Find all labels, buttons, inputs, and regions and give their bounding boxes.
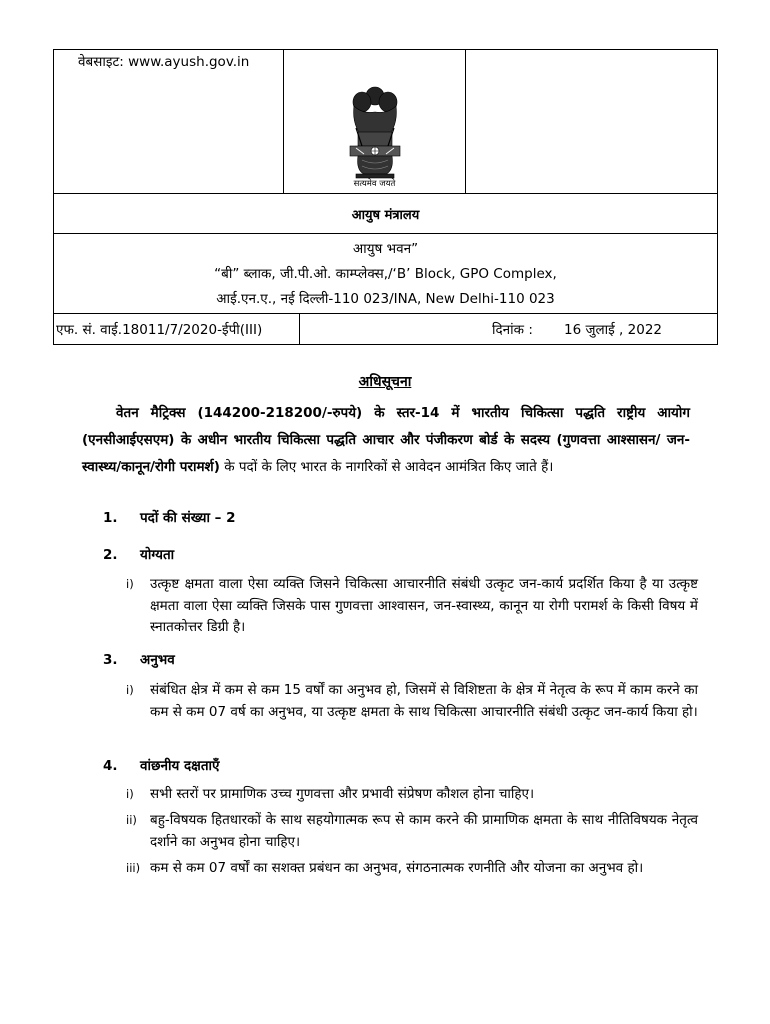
list-item bbox=[126, 858, 692, 902]
item-marker: iii) bbox=[126, 861, 141, 875]
ministry-row bbox=[54, 194, 717, 234]
letterhead-top-row bbox=[54, 50, 717, 194]
item-text: सभी स्तरों पर प्रामाणिक उच्च गुणवत्ता और प्रभावी संप्रेषण कौशल होना चाहिए। bbox=[150, 786, 535, 802]
notice-title: अधिसूचना bbox=[358, 374, 412, 390]
item-marker: i) bbox=[126, 683, 134, 697]
list-item bbox=[126, 810, 698, 854]
address-line-3: आई.एन.ए., नई दिल्ली-110 023/INA, New Delhi-110 023 bbox=[216, 291, 555, 307]
section-title: वांछनीय दक्षताएँ bbox=[140, 758, 220, 774]
item-text: कम से कम 07 वर्षों का सशक्त प्रबंधन का अनुभव, संगठनात्मक रणनीति और योजना का अनुभव हो। bbox=[150, 860, 644, 876]
address-line-1: आयुष भवन” bbox=[352, 241, 419, 257]
motto-text: सत्यमेव जयते bbox=[353, 179, 396, 189]
address-row bbox=[54, 234, 717, 314]
intro-rest-text: के पदों के लिए भारत के नागरिकों से आवेदन आमंत्रित किए जाते हैं। bbox=[219, 459, 554, 475]
section-heading bbox=[103, 545, 174, 563]
item-marker: i) bbox=[126, 577, 134, 591]
intro-bold-text: वेतन मैट्रिक्स (144200-218200/-रुपये) के स्तर-14 में भारतीय चिकित्सा पद्धति राष्ट्रीय आयोग (एनसीआईएसएम) के अधीन भारतीय चिकित्सा पद्धति आचार और पंजीकरण बोर्ड के सदस्य (गुणवत्ता आश्सासन/ जन-स्वास्थ्य/कानून/रोगी परामर्श) bbox=[82, 405, 690, 475]
section-heading bbox=[103, 756, 220, 774]
website-cell bbox=[54, 50, 284, 193]
item-text: उत्कृष्ट क्षमता वाला ऐसा व्यक्ति जिसने चिकित्सा आचारनीति संबंधी उत्कृट जन-कार्य प्रदर्शित किया है या उत्कृष्ट क्षमता वाला ऐसा व्यक्ति जिसके पास गुणवत्ता आश्वासन, जन-स्वास्थ्य, कानून या रोगी परामर्श के किसी विषय में स्नातकोत्तर डिग्री है। bbox=[150, 576, 698, 635]
blank-cell bbox=[466, 50, 717, 193]
list-item bbox=[126, 574, 698, 640]
reference-row bbox=[54, 314, 717, 344]
file-number: एफ. सं. वाई.18011/7/2020-ईपी(III) bbox=[54, 314, 300, 344]
section-title: अनुभव bbox=[140, 652, 175, 668]
intro-paragraph bbox=[82, 400, 690, 481]
item-text: बहु-विषयक हितधारकों के साथ सहयोगात्मक रूप से काम करने की प्रामाणिक क्षमता के साथ नीतिविषयक नेतृत्व दर्शाने का अनुभव होना चाहिए। bbox=[150, 812, 698, 850]
section-number: 1. bbox=[103, 510, 118, 526]
date-cell bbox=[300, 314, 717, 344]
item-text: संबंधित क्षेत्र में कम से कम 15 वर्षों का अनुभव हो, जिसमें से विशिष्टता के क्षेत्र में नेतृत्व के रूप में काम करने का कम से कम 07 वर्ष का अनुभव, या उत्कृष्ट क्षमता के साथ चिकित्सा आचारनीति संबंधी उत्कृट जन-कार्य किया हो। bbox=[150, 682, 698, 720]
address-line-2: “बी” ब्लाक, जी.पी.ओ. काम्प्लेक्स,/‘B’ Block, GPO Complex, bbox=[214, 266, 557, 282]
section-number: 3. bbox=[103, 652, 118, 668]
website-text: वेबसाइट: www.ayush.gov.in bbox=[78, 54, 250, 70]
list-item bbox=[126, 680, 698, 746]
section-title: योग्यता bbox=[140, 547, 175, 563]
list-item bbox=[126, 784, 692, 806]
item-marker: i) bbox=[126, 787, 134, 801]
item-marker: ii) bbox=[126, 813, 137, 827]
date-label: दिनांक : bbox=[492, 322, 533, 338]
date-value: 16 जुलाई , 2022 bbox=[564, 322, 662, 338]
emblem-cell bbox=[284, 50, 466, 193]
section-heading bbox=[103, 508, 236, 526]
letterhead-table bbox=[53, 49, 718, 345]
section-number: 2. bbox=[103, 547, 118, 563]
section-number: 4. bbox=[103, 758, 118, 774]
national-emblem-icon bbox=[342, 84, 408, 180]
ministry-name: आयुष मंत्रालय bbox=[351, 208, 420, 223]
section-heading bbox=[103, 650, 175, 668]
section-title: पदों की संख्या – 2 bbox=[140, 510, 236, 526]
